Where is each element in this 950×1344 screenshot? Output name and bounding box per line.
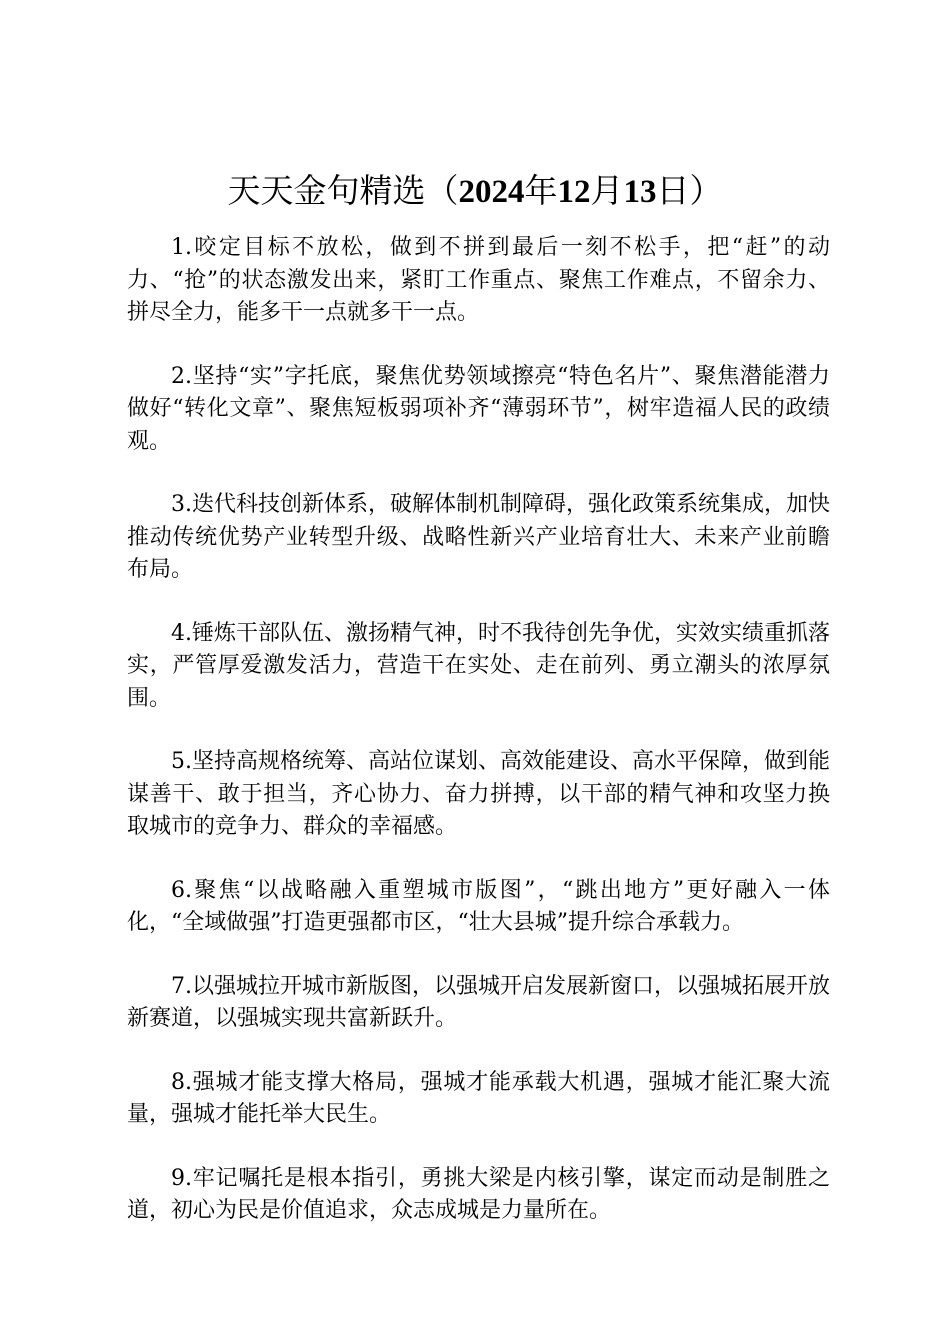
quote-item-7: 7.以强城拉开城市新版图，以强城开启发展新窗口，以强城拓展开放新赛道，以强城实现共富新跃升。 <box>127 973 830 1031</box>
title-prefix: 天天金句精选（ <box>227 171 459 210</box>
quote-item-6: 6.聚焦“以战略融入重塑城市版图”，“跳出地方”更好融入一体化，“全域做强”打造更强都市区，“壮大县城”提升综合承载力。 <box>127 877 830 935</box>
title-year-unit: 年 <box>524 171 558 210</box>
quote-item-5: 5.坚持高规格统筹、高站位谋划、高效能建设、高水平保障，做到能谋善干、敢于担当，齐心协力、奋力拼搏，以干部的精气神和攻坚力换取城市的竞争力、群众的幸福感。 <box>127 749 830 839</box>
document-title <box>0 168 950 215</box>
quote-item-9: 9.牢记嘱托是根本指引，勇挑大梁是内核引擎，谋定而动是制胜之道，初心为民是价值追求，众志成城是力量所在。 <box>127 1165 830 1223</box>
quote-list <box>127 232 830 1259</box>
title-month: 12 <box>557 174 591 210</box>
quote-item-4: 4.锤炼干部队伍、激扬精气神，时不我待创先争优，实效实绩重抓落实，严管厚爱激发活力，营造干在实处、走在前列、勇立潮头的浓厚氛围。 <box>127 620 830 711</box>
quote-item-2: 2.坚持“实”字托底，聚焦优势领域擦亮“特色名片”、聚焦潜能潜力做好“转化文章”、聚焦短板弱项补齐“薄弱环节”，树牢造福人民的政绩观。 <box>127 363 830 454</box>
title-suffix: 日） <box>656 171 723 210</box>
title-month-unit: 月 <box>590 171 624 210</box>
quote-item-8: 8.强城才能支撑大格局，强城才能承载大机遇，强城才能汇聚大流量，强城才能托举大民生。 <box>127 1069 830 1127</box>
title-day: 13 <box>623 174 657 210</box>
quote-item-1: 1.咬定目标不放松，做到不拼到最后一刻不松手，把“赶”的动力、“抢”的状态激发出来，紧盯工作重点、聚焦工作难点，不留余力、拼尽全力，能多干一点就多干一点。 <box>127 235 830 325</box>
quote-item-3: 3.迭代科技创新体系，破解体制机制障碍，强化政策系统集成，加快推动传统优势产业转型升级、战略性新兴产业培育壮大、未来产业前瞻布局。 <box>127 492 830 582</box>
title-year: 2024 <box>458 174 525 210</box>
